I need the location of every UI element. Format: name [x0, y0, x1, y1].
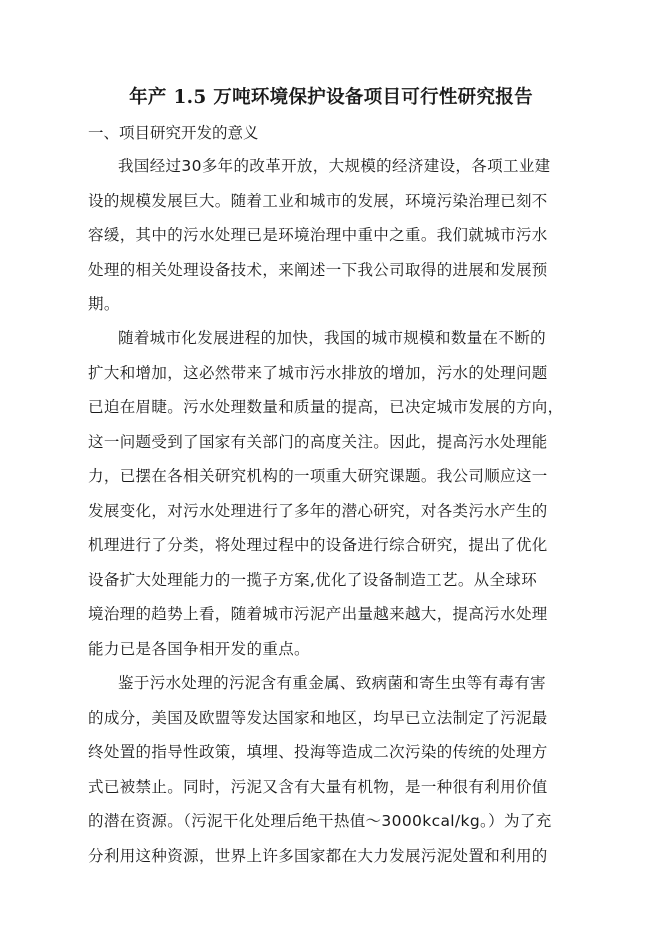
paragraph-2-line-4: 这一问题受到了国家有关部门的高度关注。因此，提高污水处理能 — [88, 433, 548, 451]
paragraph-1-line-2: 设的规模发展巨大。随着工业和城市的发展，环境污染治理已刻不 — [88, 192, 548, 210]
paragraph-3-line-2: 的成分，美国及欧盟等发达国家和地区，均早已立法制定了污泥最 — [88, 709, 548, 727]
paragraph-1-line-5: 期。 — [88, 295, 120, 313]
paragraph-3-line-1: 鉴于污水处理的污泥含有重金属、致病菌和寄生虫等有毒有害 — [118, 674, 546, 692]
paragraph-2-line-6: 发展变化，对污水处理进行了多年的潜心研究，对各类污水产生的 — [88, 502, 548, 520]
paragraph-2-line-8: 设备扩大处理能力的一揽子方案,优化了设备制造工艺。从全球环 — [88, 571, 538, 589]
paragraph-3-line-3: 终处置的指导性政策，填埋、投海等造成二次污染的传统的处理方 — [88, 743, 548, 761]
section-heading: 一、项目研究开发的意义 — [88, 124, 259, 142]
paragraph-2-line-5: 力，已摆在各相关研究机构的一项重大研究课题。我公司顺应这一 — [88, 467, 548, 485]
paragraph-2-line-1: 随着城市化发展进程的加快，我国的城市规模和数量在不断的 — [118, 329, 546, 347]
paragraph-1-line-4: 处理的相关处理设备技术，来阐述一下我公司取得的进展和发展预 — [88, 261, 548, 279]
document-title: 年产 1.5 万吨环境保护设备项目可行性研究报告 — [129, 87, 533, 108]
paragraph-1-line-3: 容缓，其中的污水处理已是环境治理中重中之重。我们就城市污水 — [88, 226, 548, 244]
paragraph-2-line-7: 机理进行了分类，将处理过程中的设备进行综合研究，提出了优化 — [88, 536, 548, 554]
paragraph-3-line-6: 分利用这种资源，世界上许多国家都在大力发展污泥处置和利用的 — [88, 847, 548, 865]
paragraph-2-line-10: 能力已是各国争相开发的重点。 — [88, 640, 310, 658]
paragraph-3-line-5: 的潜在资源。（污泥干化处理后绝干热值～3000kcal/kg。）为了充 — [88, 812, 552, 830]
paragraph-2-line-3: 已迫在眉睫。污水处理数量和质量的提高，已决定城市发展的方向， — [88, 398, 564, 416]
paragraph-3-line-4: 式已被禁止。同时，污泥又含有大量有机物，是一种很有利用价值 — [88, 778, 548, 796]
paragraph-1-line-1: 我国经过30多年的改革开放，大规模的经济建设，各项工业建 — [118, 157, 551, 175]
paragraph-2-line-2: 扩大和增加，这必然带来了城市污水排放的增加，污水的处理问题 — [88, 364, 548, 382]
paragraph-2-line-9: 境治理的趋势上看，随着城市污泥产出量越来越大，提高污水处理 — [88, 605, 548, 623]
